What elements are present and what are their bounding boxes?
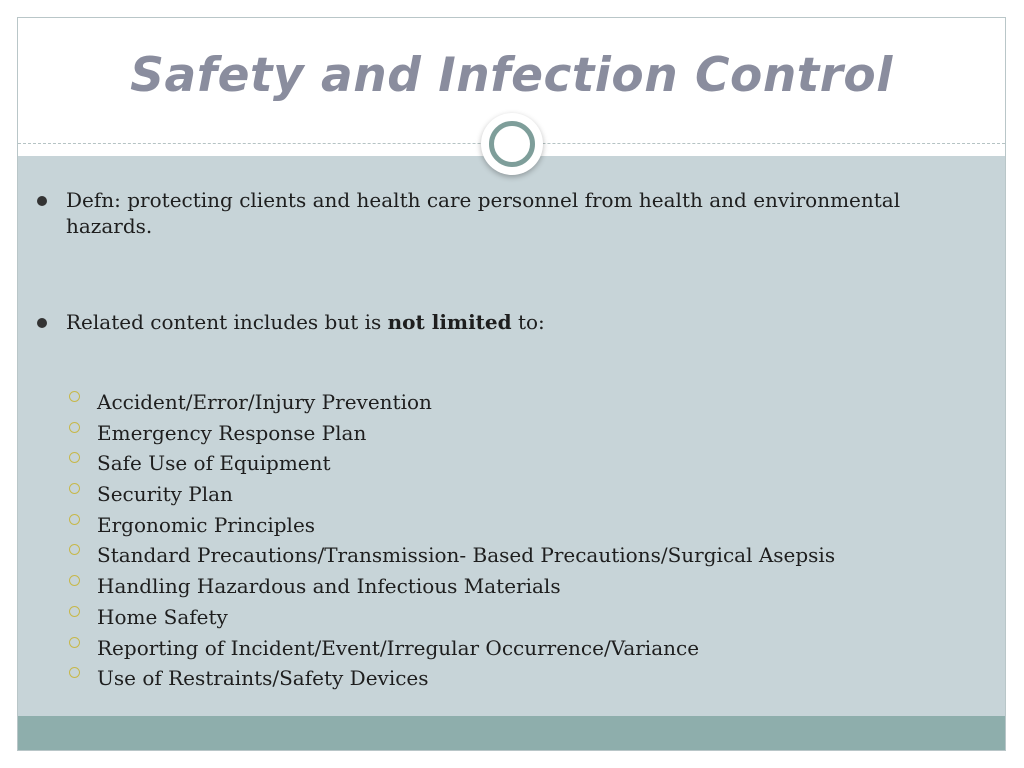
sub-bullet-text: Use of Restraints/Safety Devices — [97, 666, 429, 691]
footer-band — [18, 716, 1005, 751]
sub-bullet-text: Standard Precautions/Transmission- Based Precautions/Surgical Asepsis — [97, 543, 836, 568]
ring-bullet-icon — [69, 544, 80, 555]
sub-bullet-item — [97, 420, 977, 451]
bullet-definition — [66, 187, 966, 239]
sub-bullet-text: Home Safety — [97, 604, 228, 629]
sub-bullet-item — [97, 665, 977, 696]
sub-bullet-item — [97, 635, 977, 666]
ring-bullet-icon — [69, 514, 80, 525]
sub-bullet-text: Reporting of Incident/Event/Irregular Occurrence/Variance — [97, 635, 700, 660]
sub-bullet-text: Emergency Response Plan — [97, 420, 367, 445]
sub-bullet-list — [97, 389, 977, 696]
slide — [17, 17, 1006, 751]
bullet-related-text-before: Related content includes but is — [66, 310, 388, 334]
bullet-related-text-after: to: — [511, 310, 545, 334]
sub-bullet-item — [97, 604, 977, 635]
sub-bullet-text: Safe Use of Equipment — [97, 451, 331, 476]
ring-bullet-icon — [69, 667, 80, 678]
ring-ornament-icon — [481, 113, 543, 175]
sub-bullet-item — [97, 512, 977, 543]
ring-bullet-icon — [69, 575, 80, 586]
ring-bullet-icon — [69, 483, 80, 494]
bullet-dot-icon — [37, 196, 47, 206]
bullet-definition-text: Defn: protecting clients and health care personnel from health and environmental hazards. — [66, 188, 901, 238]
sub-bullet-text: Accident/Error/Injury Prevention — [97, 390, 432, 414]
ring-bullet-icon — [69, 391, 80, 402]
ring-bullet-icon — [69, 606, 80, 617]
sub-bullet-text: Ergonomic Principles — [97, 512, 316, 537]
sub-bullet-item — [97, 481, 977, 512]
sub-bullet-item — [97, 542, 977, 573]
bullet-dot-icon — [37, 318, 47, 328]
sub-bullet-text: Handling Hazardous and Infectious Materials — [97, 574, 561, 599]
sub-bullet-item — [97, 573, 977, 604]
sub-bullet-item — [97, 450, 977, 481]
sub-bullet-item — [97, 389, 977, 420]
bullet-related-text-bold: not limited — [387, 310, 512, 334]
ring-bullet-icon — [69, 452, 80, 463]
ring-bullet-icon — [69, 637, 80, 648]
bullet-related-content — [66, 309, 966, 335]
sub-bullet-text: Security Plan — [97, 482, 233, 507]
ornament-ring — [489, 121, 535, 167]
content-area — [18, 156, 1005, 716]
ring-bullet-icon — [69, 422, 80, 433]
slide-title: Safety and Infection Control — [130, 48, 893, 103]
